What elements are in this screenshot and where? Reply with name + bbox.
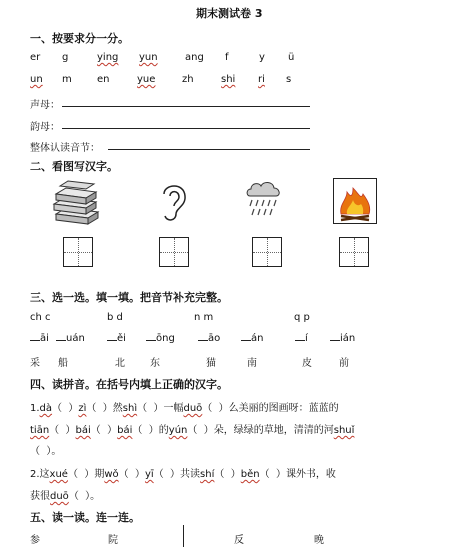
passage-1-line-2: tiān（ ）bái（ ）bái（ ）的yún（ ）朵，绿绿的草地，清清的河shuǐ <box>30 425 355 436</box>
writing-grid[interactable] <box>159 237 189 267</box>
pinyin-item: ü <box>288 52 295 63</box>
syllable-blank[interactable]: ōng <box>146 333 175 344</box>
syllable-blank[interactable]: āi <box>30 333 49 344</box>
syllable-blank[interactable]: āo <box>198 333 220 344</box>
pinyin-item: er <box>30 52 41 63</box>
answer-label-finals: 韵母： <box>30 122 60 133</box>
pinyin-item: ang <box>185 52 204 63</box>
syllable-blank[interactable]: ěi <box>107 333 126 344</box>
answer-line-initials[interactable] <box>62 106 310 107</box>
pinyin-item: g <box>62 52 69 63</box>
hanzi-char: 猫 <box>206 358 216 369</box>
syllable-blank[interactable]: í <box>295 333 308 344</box>
section-2-heading: 二、看图写汉字。 <box>30 160 118 173</box>
writing-grid[interactable] <box>339 237 369 267</box>
choice-letters: q p <box>294 312 310 323</box>
pinyin-item: ying <box>97 52 119 63</box>
pinyin-item: ri <box>258 74 265 85</box>
writing-grid[interactable] <box>252 237 282 267</box>
hanzi-char: 采 <box>30 358 40 369</box>
syllable-blank[interactable]: ián <box>330 333 355 344</box>
fire-picture <box>333 178 377 224</box>
pinyin-item: s <box>286 74 292 85</box>
hanzi-char: 东 <box>150 358 160 369</box>
match-word[interactable]: 院 <box>108 535 118 546</box>
syllable-blank[interactable]: án <box>241 333 263 344</box>
pinyin-item: m <box>62 74 72 85</box>
syllable-blank[interactable]: uán <box>56 333 85 344</box>
match-word[interactable]: 参 <box>30 535 40 546</box>
pinyin-item: yue <box>137 74 156 85</box>
passage-2-line-2: 获很duō（ ）。 <box>30 491 101 502</box>
section-3-heading: 三、选一选。填一填。把音节补充完整。 <box>30 291 228 304</box>
pinyin-item: yun <box>139 52 158 63</box>
pinyin-item: f <box>225 52 229 63</box>
hanzi-char: 皮 <box>302 358 312 369</box>
pinyin-item: shi <box>221 74 236 85</box>
passage-2-line-1: 2.这xué（ ）期wǒ（ ）yī（ ）共读shí（ ）běn（ ）课外书，收 <box>30 469 336 480</box>
books-picture <box>50 180 102 226</box>
divider <box>183 525 184 547</box>
match-word[interactable]: 晚 <box>314 535 324 546</box>
ear-picture <box>156 180 190 224</box>
section-1-heading: 一、按要求分一分。 <box>30 32 129 45</box>
pinyin-item: un <box>30 74 43 85</box>
choice-letters: n m <box>194 312 214 323</box>
passage-1-line-1: 1.dà（ ）zì（ ）然shì（ ）一幅duō（ ）么美丽的图画呀：蓝蓝的 <box>30 403 339 414</box>
pinyin-item: zh <box>182 74 194 85</box>
writing-grid[interactable] <box>63 237 93 267</box>
passage-1-line-3: （ ）。 <box>30 446 62 457</box>
pinyin-item: en <box>97 74 110 85</box>
hanzi-char: 船 <box>58 358 68 369</box>
answer-label-whole: 整体认读音节： <box>30 143 100 154</box>
match-word[interactable]: 反 <box>234 535 244 546</box>
pinyin-item: y <box>259 52 265 63</box>
hanzi-char: 北 <box>115 358 125 369</box>
answer-line-whole[interactable] <box>108 149 310 150</box>
section-5-heading: 五、读一读。连一连。 <box>30 511 140 524</box>
answer-label-initials: 声母： <box>30 100 60 111</box>
answer-line-finals[interactable] <box>62 128 310 129</box>
hanzi-char: 前 <box>339 358 349 369</box>
hanzi-char: 南 <box>247 358 257 369</box>
page-title: 期末测试卷 3 <box>196 7 263 20</box>
choice-letters: ch c <box>30 312 51 323</box>
choice-letters: b d <box>107 312 123 323</box>
rain-cloud-picture <box>244 178 284 220</box>
section-4-heading: 四、读拼音。在括号内填上正确的汉字。 <box>30 378 228 391</box>
